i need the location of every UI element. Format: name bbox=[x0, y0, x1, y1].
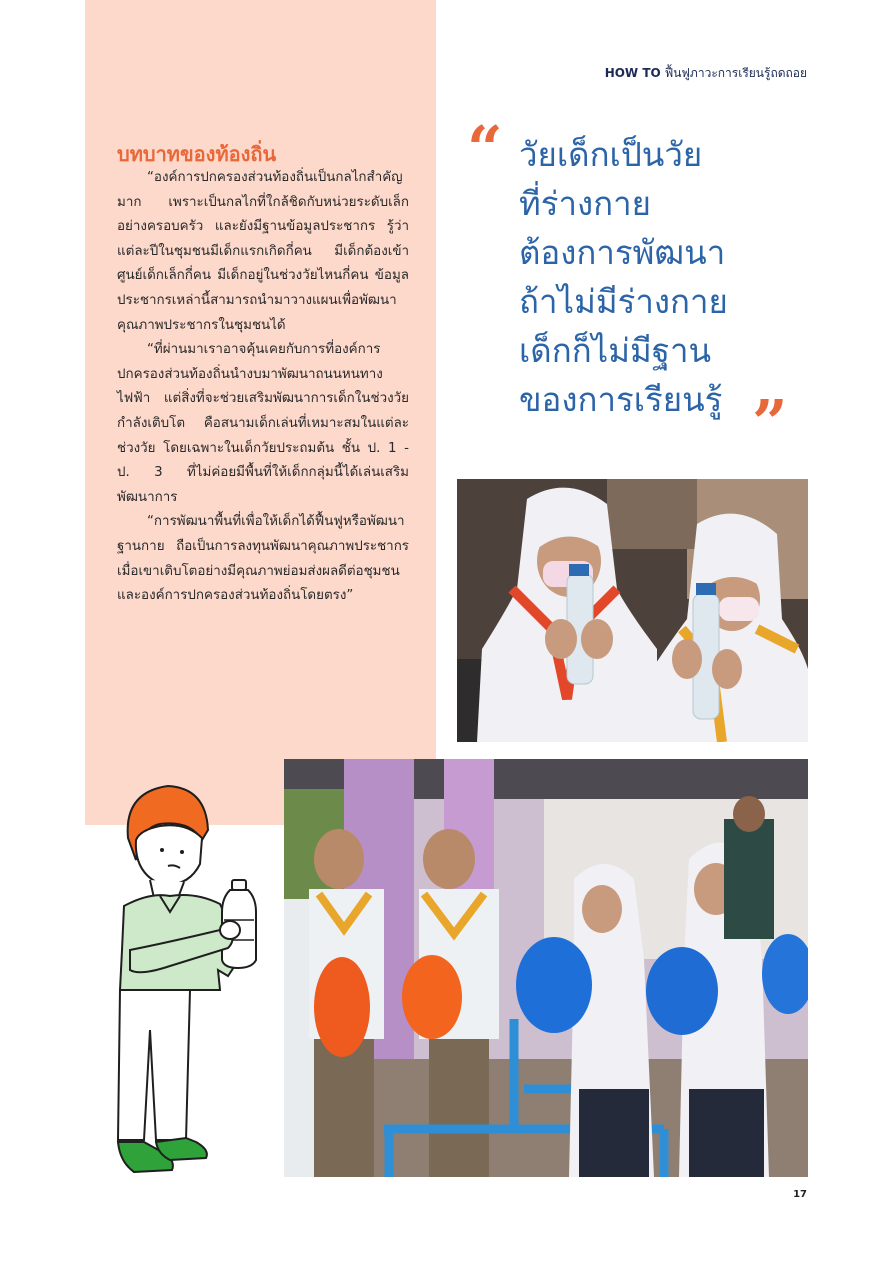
page-number: 17 bbox=[793, 1189, 807, 1200]
article-paragraph-2: “ที่ผ่านมาเราอาจคุ้นเคยกับการที่องค์การปกครองส่วนท้องถิ่นนำงบมาพัฒนาถนนหนทาง ไฟฟ้า แต่สิ่งที่จะช่วยเสริมพัฒนาการเด็กในช่วงวัยกำลังเติบโต คือสนามเด็กเล่นที่เหมาะสมในแต่ละช่วงวัย โดยเฉพาะในเด็กวัยประถมต้น ชั้น ป. 1 - ป. 3 ที่ไม่ค่อยมีพื้นที่ให้เด็กกลุ่มนี้ได้เล่นเสริมพัฒนาการ bbox=[117, 342, 409, 505]
running-head-brand: HOW TO bbox=[604, 66, 661, 80]
photo-children-balloon-illustration bbox=[284, 759, 808, 1177]
close-quote-icon: ” bbox=[752, 386, 788, 459]
article-paragraph-1: “องค์การปกครองส่วนท้องถิ่นเป็นกลไกสำคัญมาก เพราะเป็นกลไกที่ใกล้ชิดกับหน่วยระดับเล็กอย่างครอบครัว และยังมีฐานข้อมูลประชากร รู้ว่าแต่ละปีในชุมชนมีเด็กแรกเกิดกี่คน มีเด็กต้องเข้าศูนย์เด็กเล็กกี่คน มีเด็กอยู่ในช่วงวัยไหนกี่คน ข้อมูลประชากรเหล่านี้สามารถนำมาวางแผนเพื่อพัฒนาคุณภาพประชากรในชุมชนได้ bbox=[117, 170, 409, 333]
open-quote-icon: “ bbox=[467, 112, 503, 185]
pull-quote-line: วัยเด็กเป็นวัย bbox=[519, 136, 703, 173]
boy-shoes-icon bbox=[118, 1138, 207, 1172]
section-heading: บทบาทของท้องถิ่น bbox=[117, 142, 277, 166]
boy-with-bottle-illustration bbox=[110, 780, 270, 1180]
article-paragraph-3: “การพัฒนาพื้นที่เพื่อให้เด็กได้ฟื้นฟูหรือพัฒนาฐานกาย ถือเป็นการลงทุนพัฒนาคุณภาพประชากร เมื่อเขาเติบโตอย่างมีคุณภาพย่อมส่งผลดีต่อชุมชนและองค์การปกครองส่วนท้องถิ่นโดยตรง” bbox=[117, 514, 409, 604]
pull-quote bbox=[519, 130, 779, 424]
pull-quote-line: เด็กก็ไม่มีฐาน bbox=[519, 332, 712, 369]
pull-quote-line: ต้องการพัฒนา bbox=[519, 234, 726, 271]
photo-girls-with-bottles-illustration bbox=[457, 479, 808, 742]
pull-quote-line: ที่ร่างกาย bbox=[519, 185, 651, 222]
running-head bbox=[605, 64, 807, 83]
running-head-section: ฟื้นฟูภาวะการเรียนรู้ถดถอย bbox=[664, 66, 807, 80]
pull-quote-line: ของการเรียนรู้ bbox=[519, 381, 723, 418]
article-body bbox=[117, 166, 409, 609]
photo-girls-with-bottles bbox=[457, 479, 808, 742]
photo-children-balloon-activity bbox=[284, 759, 808, 1177]
pull-quote-line: ถ้าไม่มีร่างกาย bbox=[519, 283, 728, 320]
